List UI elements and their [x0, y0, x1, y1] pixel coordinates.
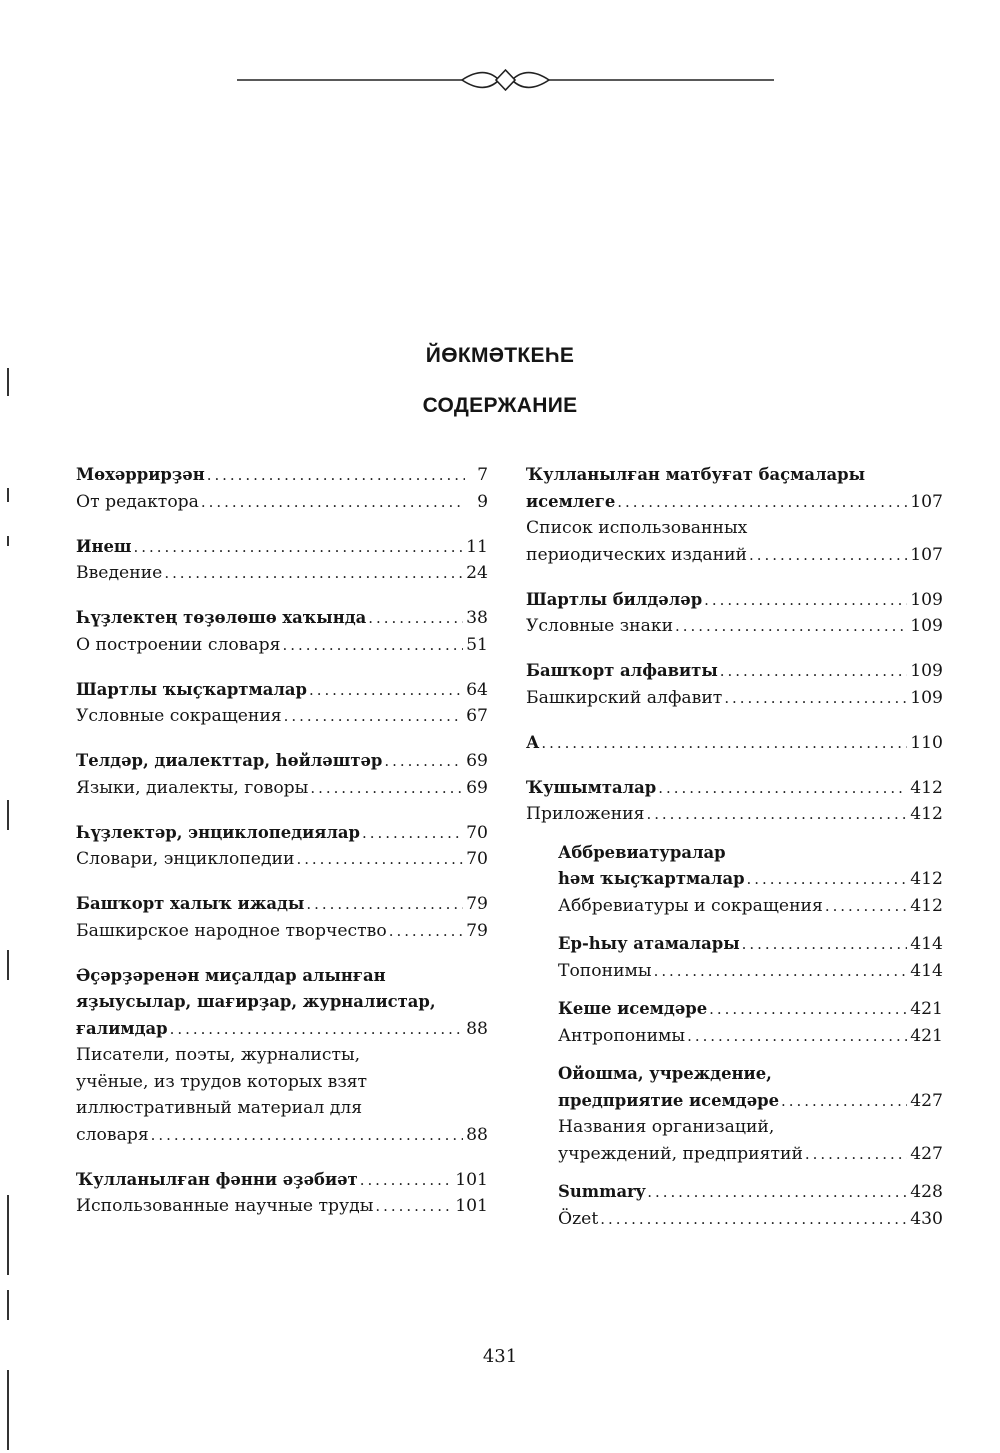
toc-page-number: 88 — [466, 1018, 488, 1039]
toc-entry-title: Словари, энциклопедии — [76, 849, 295, 869]
toc-page-number: 101 — [455, 1196, 488, 1216]
toc-page-number: 412 — [910, 895, 943, 916]
toc-entry-title: һәм ҡыҫҡартмалар — [558, 869, 745, 888]
toc-entry-title: Введение — [76, 563, 163, 583]
scan-edge-mark — [7, 1370, 9, 1450]
toc-entry-title: Башҡорт халыҡ ижады — [76, 894, 305, 913]
toc-entry-title: Ер-һыу атамалары — [558, 934, 740, 953]
toc-entry-line — [76, 775, 488, 802]
toc-entry[interactable] — [526, 1023, 943, 1050]
toc-entry-line — [558, 1141, 943, 1168]
toc-entry-line — [76, 1193, 488, 1220]
dot-leader — [151, 1122, 463, 1149]
toc-page-number: 109 — [910, 687, 943, 708]
toc-entry-line — [76, 605, 488, 632]
dot-leader — [541, 730, 907, 757]
toc-entry-line — [558, 996, 943, 1023]
dot-leader — [283, 632, 464, 659]
dot-leader — [742, 931, 908, 958]
toc-entry[interactable] — [76, 632, 488, 659]
toc-entry[interactable] — [526, 775, 943, 802]
toc-entry[interactable] — [526, 1114, 943, 1167]
toc-page-number: 107 — [910, 544, 943, 565]
toc-entry[interactable] — [76, 748, 488, 775]
dot-leader — [284, 703, 463, 730]
toc-entry-title: А — [526, 732, 540, 752]
toc-entry-title: Условные знаки — [526, 616, 674, 636]
dot-leader — [805, 1141, 907, 1168]
toc-entry-title: Использованные научные труды — [76, 1196, 374, 1216]
toc-entry-line — [558, 866, 943, 893]
dot-leader — [720, 658, 907, 685]
dot-leader — [362, 820, 463, 847]
toc-entry-line — [526, 542, 943, 569]
dot-leader — [170, 1016, 464, 1043]
dot-leader — [201, 489, 465, 516]
toc-entry-title: Башҡорт алфавиты — [526, 661, 718, 680]
dot-leader — [646, 801, 907, 828]
dot-leader — [296, 846, 463, 873]
toc-entry-title: Антропонимы — [558, 1025, 686, 1046]
toc-entry-line — [526, 801, 943, 828]
toc-entry-line — [558, 1179, 943, 1206]
toc-entry[interactable] — [526, 958, 943, 985]
dot-leader — [781, 1088, 907, 1115]
page-number: 431 — [482, 1346, 518, 1367]
toc-right-column — [526, 462, 943, 1232]
toc-entry-line — [526, 685, 943, 712]
toc-entry[interactable] — [76, 605, 488, 632]
toc-entry-title: Мөхәррирҙән — [76, 465, 205, 484]
toc-page-number: 110 — [910, 732, 943, 753]
dot-leader — [675, 613, 907, 640]
toc-page-number: 412 — [910, 777, 943, 798]
toc-entry-title: Инеш — [76, 536, 132, 556]
toc-entry-line — [526, 613, 943, 640]
toc-entry-line — [76, 1167, 488, 1194]
toc-entry[interactable] — [76, 534, 488, 561]
toc-entry-line — [526, 489, 943, 516]
toc-page-number: 79 — [466, 894, 488, 914]
toc-entry-title-line: Әҫәрҙәренән миҫалдар алынған — [76, 965, 386, 985]
dot-leader — [306, 891, 463, 918]
toc-entry[interactable] — [526, 931, 943, 958]
toc-page-number: 109 — [910, 616, 943, 636]
toc-entry[interactable] — [76, 677, 488, 704]
toc-entry-title: Языки, диалекты, говоры — [76, 777, 309, 798]
toc-page-number: 11 — [466, 536, 488, 557]
toc-entry-line — [76, 1016, 488, 1043]
toc-entry[interactable] — [526, 893, 943, 920]
toc-entry-line — [76, 560, 488, 587]
dot-leader — [309, 677, 463, 704]
toc-entry-line — [76, 703, 488, 730]
toc-entry-line — [76, 748, 488, 775]
toc-entry-title: Кеше исемдәре — [558, 999, 708, 1018]
toc-entry[interactable] — [526, 996, 943, 1023]
toc-entry-title: периодических изданий — [526, 544, 748, 565]
toc-entry-line — [558, 1206, 943, 1233]
toc-entry-title-line: Список использованных — [526, 518, 748, 538]
toc-entry-title: учреждений, предприятий — [558, 1143, 803, 1164]
toc-page-number: 414 — [910, 934, 943, 954]
toc-entry-line — [76, 891, 488, 918]
toc-entry-title: Ҡушымталар — [526, 777, 657, 797]
dot-leader — [747, 866, 908, 893]
toc-entry[interactable] — [526, 1179, 943, 1206]
toc-entry-title-line: Ойошма, учреждение, — [558, 1064, 772, 1083]
toc-entry-title: предприятие исемдәре — [558, 1090, 780, 1110]
toc-entry-title: Башкирский алфавит — [526, 687, 723, 708]
toc-entry-line — [558, 931, 943, 958]
toc-entry[interactable] — [526, 1061, 943, 1114]
toc-page-number: 7 — [477, 465, 488, 485]
dot-leader — [207, 462, 465, 489]
toc-entry-title-line: яҙыусылар, шағирҙар, журналистар, — [76, 992, 436, 1011]
toc-entry-line — [76, 632, 488, 659]
toc-entry-line — [76, 846, 488, 873]
toc-entry[interactable] — [76, 963, 488, 1043]
toc-entry-line — [76, 462, 488, 489]
toc-page-number: 64 — [466, 679, 488, 700]
dot-leader — [310, 775, 463, 802]
dot-leader — [617, 489, 907, 516]
dot-leader — [360, 1167, 452, 1194]
toc-entry-title: Условные сокращения — [76, 706, 282, 726]
toc-entry-title-line: Ҡулланылған матбуғат баҫмалары — [526, 465, 866, 484]
scan-edge-mark — [7, 536, 9, 546]
toc-entry[interactable] — [526, 658, 943, 685]
toc-page-number: 428 — [910, 1182, 943, 1202]
scan-edge-mark — [7, 800, 9, 830]
toc-entry-line — [558, 958, 943, 985]
toc-page-number: 427 — [910, 1090, 943, 1111]
toc-entry-line — [526, 730, 943, 757]
toc-page-number: 412 — [910, 804, 943, 824]
dot-leader — [368, 605, 463, 632]
dot-leader — [384, 748, 463, 775]
toc-entry-title: Шартлы ҡыҫҡартмалар — [76, 679, 307, 699]
toc-page-number: 427 — [910, 1143, 943, 1164]
toc-entry-title: Һүҙлектәр, энциклопедиялар — [76, 822, 361, 842]
toc-page-number: 109 — [910, 589, 943, 610]
toc-entry[interactable] — [76, 846, 488, 873]
toc-entry[interactable] — [76, 462, 488, 489]
dot-leader — [658, 775, 907, 802]
scan-edge-mark — [7, 1195, 9, 1275]
toc-entry-line — [558, 1023, 943, 1050]
scan-edge-mark — [7, 1290, 9, 1320]
toc-entry-title: Һүҙлектең төҙөлөшө хаҡында — [76, 608, 367, 627]
dot-leader — [749, 542, 907, 569]
toc-entry-line — [526, 775, 943, 802]
toc-entry-title-line: иллюстративный материал для — [76, 1098, 363, 1118]
toc-entry-title: О построении словаря — [76, 634, 281, 655]
toc-page-number: 70 — [466, 822, 488, 843]
toc-entry-line — [526, 658, 943, 685]
toc-entry-line — [526, 587, 943, 614]
toc-entry[interactable] — [76, 489, 488, 516]
toc-page-number: 414 — [910, 960, 943, 981]
toc-entry[interactable] — [526, 613, 943, 640]
page-title-bashkir: ЙӨКМӘТКЕҺЕ — [425, 344, 575, 367]
toc-entry-title: словаря — [76, 1124, 149, 1145]
toc-entry-title-line: учёные, из трудов которых взят — [76, 1071, 368, 1092]
toc-entry-title: Башкирское народное творчество — [76, 920, 387, 941]
toc-entry[interactable] — [76, 820, 488, 847]
dot-leader — [825, 893, 907, 920]
toc-entry-line — [76, 918, 488, 945]
scan-edge-mark — [7, 488, 9, 502]
toc-page-number: 70 — [466, 849, 488, 869]
toc-entry[interactable] — [76, 1193, 488, 1220]
toc-page-number: 101 — [455, 1169, 488, 1190]
toc-entry-title-line: Писатели, поэты, журналисты, — [76, 1045, 361, 1065]
dot-leader — [389, 918, 463, 945]
toc-page-number: 38 — [466, 608, 488, 628]
toc-entry[interactable] — [526, 515, 943, 568]
toc-entry-line — [76, 1122, 488, 1149]
toc-entry-title: Шартлы билдәләр — [526, 589, 703, 609]
dot-leader — [375, 1193, 452, 1220]
toc-page-number: 421 — [910, 999, 943, 1019]
toc-page-number: 412 — [910, 869, 943, 889]
toc-page-number: 69 — [466, 777, 488, 798]
toc-left-column — [76, 462, 488, 1220]
toc-entry[interactable] — [526, 840, 943, 893]
toc-entry[interactable] — [526, 801, 943, 828]
scan-edge-mark — [7, 368, 9, 396]
dot-leader — [600, 1206, 907, 1233]
toc-entry-title-line: Названия организаций, — [558, 1117, 775, 1137]
page-title-russian: СОДЕРЖАНИЕ — [422, 394, 578, 417]
scan-edge-mark — [7, 950, 9, 980]
ornament-divider — [237, 66, 774, 94]
toc-entry[interactable] — [526, 1206, 943, 1233]
toc-entry-line — [76, 534, 488, 561]
toc-page-number: 9 — [477, 491, 488, 512]
toc-page-number: 51 — [466, 634, 488, 655]
toc-page-number: 421 — [910, 1025, 943, 1046]
toc-page-number: 88 — [466, 1124, 488, 1145]
toc-entry-line — [76, 677, 488, 704]
toc-entry[interactable] — [526, 462, 943, 515]
dot-leader — [647, 1179, 907, 1206]
toc-entry-title: Summary — [558, 1182, 646, 1201]
toc-entry-title: Топонимы — [558, 960, 652, 981]
toc-entry-title: Приложения — [526, 804, 645, 824]
toc-entry[interactable] — [76, 560, 488, 587]
dot-leader — [164, 560, 463, 587]
toc-entry[interactable] — [76, 918, 488, 945]
toc-entry-line — [76, 489, 488, 516]
toc-entry-title: Ҡулланылған фәнни әҙәбиәт — [76, 1169, 358, 1189]
toc-entry-line — [558, 1088, 943, 1115]
toc-entry[interactable] — [76, 703, 488, 730]
toc-entry-title-line: Аббревиатуралар — [558, 842, 726, 862]
toc-entry-title: Özet — [558, 1208, 599, 1229]
dot-leader — [687, 1023, 907, 1050]
toc-entry-title: Телдәр, диалекттар, һөйләштәр — [76, 751, 383, 770]
toc-entry[interactable] — [76, 775, 488, 802]
toc-entry[interactable] — [76, 891, 488, 918]
toc-entry[interactable] — [526, 685, 943, 712]
toc-entry[interactable] — [76, 1167, 488, 1194]
toc-page-number: 109 — [910, 661, 943, 681]
toc-entry[interactable] — [526, 587, 943, 614]
dot-leader — [709, 996, 907, 1023]
dot-leader — [654, 958, 908, 985]
toc-page-number: 79 — [466, 920, 488, 941]
toc-entry-title: исемлеге — [526, 491, 616, 511]
dot-leader — [724, 685, 907, 712]
toc-entry[interactable] — [526, 730, 943, 757]
toc-entry-title: Аббревиатуры и сокращения — [558, 895, 823, 916]
toc-entry-title: ғалимдар — [76, 1018, 168, 1038]
toc-entry-title: От редактора — [76, 491, 199, 512]
toc-entry[interactable] — [76, 1042, 488, 1148]
toc-page-number: 107 — [910, 491, 943, 512]
toc-page-number: 69 — [466, 751, 488, 771]
toc-page-number: 430 — [910, 1208, 943, 1229]
dot-leader — [134, 534, 464, 561]
toc-page-number: 67 — [466, 706, 488, 726]
dot-leader — [704, 587, 907, 614]
toc-entry-line — [76, 820, 488, 847]
toc-entry-line — [558, 893, 943, 920]
toc-page-number: 24 — [466, 563, 488, 583]
